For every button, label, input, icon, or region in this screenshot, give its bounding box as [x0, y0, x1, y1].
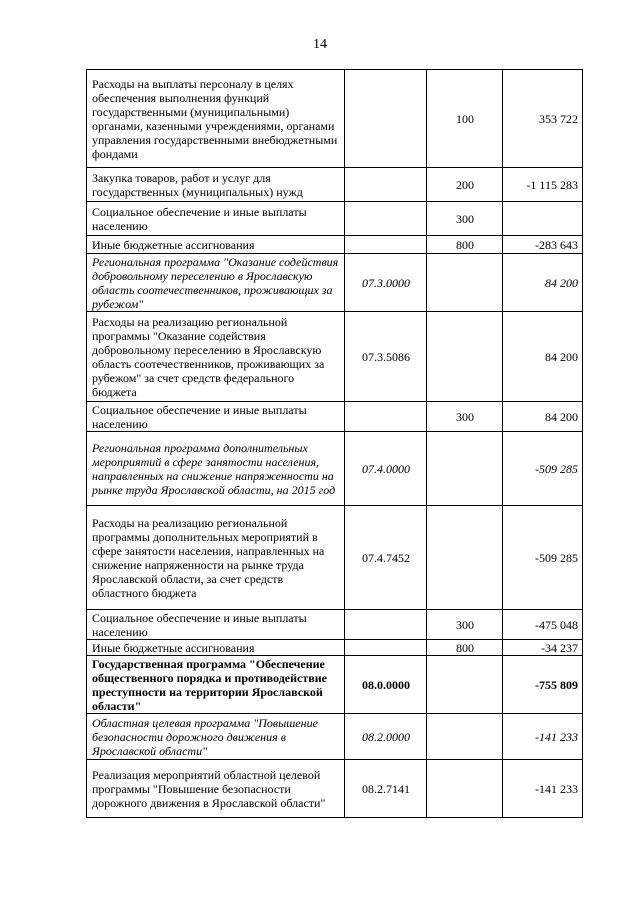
row-name-cell: Расходы на выплаты персоналу в целях обеспечения выполнения функций государственными (муниципальными) органами, казенными учреждениями, органами управления государственными внебюджетными фондами	[87, 70, 345, 168]
row-name-cell: Расходы на реализацию региональной программы дополнительных мероприятий в сфере занятости населения, направленных на снижение напряженности на рынке труда Ярославской области, за счет средств областного бюджета	[87, 506, 345, 610]
budget-table	[86, 69, 583, 818]
row-code-cell: 07.4.0000	[345, 432, 427, 506]
table-row	[87, 168, 583, 202]
row-name-cell: Иные бюджетные ассигнования	[87, 236, 345, 254]
row-amount-cell: 353 722	[503, 70, 583, 168]
row-expense-type-cell	[427, 714, 503, 760]
row-amount-cell: -34 237	[503, 640, 583, 656]
row-expense-type-cell	[427, 312, 503, 402]
row-name-cell: Расходы на реализацию региональной программы "Оказание содействия добровольному переселению в Ярославскую область соотечественников, проживающих за рубежом" за счет средств федерального бюджета	[87, 312, 345, 402]
row-code-cell: 08.2.7141	[345, 760, 427, 818]
row-amount-cell: -283 643	[503, 236, 583, 254]
row-code-cell	[345, 202, 427, 236]
row-name-cell: Социальное обеспечение и иные выплаты населению	[87, 402, 345, 432]
row-amount-cell: -755 809	[503, 656, 583, 714]
row-expense-type-cell	[427, 656, 503, 714]
row-name-cell: Региональная программа "Оказание содействия добровольному переселению в Ярославскую область соотечественников, проживающих за рубежом"	[87, 254, 345, 312]
row-expense-type-cell: 800	[427, 236, 503, 254]
row-name-cell: Региональная программа дополнительных мероприятий в сфере занятости населения, направленных на снижение напряженности на рынке труда Ярославской области, на 2015 год	[87, 432, 345, 506]
row-name-cell: Реализация мероприятий областной целевой программы "Повышение безопасности дорожного движения в Ярославской области"	[87, 760, 345, 818]
row-amount-cell: -141 233	[503, 760, 583, 818]
row-name-cell: Закупка товаров, работ и услуг для государственных (муниципальных) нужд	[87, 168, 345, 202]
budget-table-body	[87, 70, 583, 818]
row-amount-cell: -1 115 283	[503, 168, 583, 202]
row-amount-cell: -475 048	[503, 610, 583, 640]
table-row	[87, 760, 583, 818]
row-code-cell	[345, 402, 427, 432]
table-row	[87, 70, 583, 168]
row-amount-cell	[503, 202, 583, 236]
row-code-cell	[345, 70, 427, 168]
row-code-cell: 07.3.5086	[345, 312, 427, 402]
row-code-cell	[345, 610, 427, 640]
row-expense-type-cell: 200	[427, 168, 503, 202]
row-expense-type-cell: 300	[427, 202, 503, 236]
table-row	[87, 432, 583, 506]
row-code-cell	[345, 168, 427, 202]
row-amount-cell: 84 200	[503, 254, 583, 312]
row-name-cell: Областная целевая программа "Повышение безопасности дорожного движения в Ярославской области"	[87, 714, 345, 760]
table-row	[87, 714, 583, 760]
row-amount-cell: -509 285	[503, 506, 583, 610]
table-row	[87, 236, 583, 254]
row-name-cell: Иные бюджетные ассигнования	[87, 640, 345, 656]
row-code-cell: 08.0.0000	[345, 656, 427, 714]
row-code-cell: 08.2.0000	[345, 714, 427, 760]
row-amount-cell: 84 200	[503, 402, 583, 432]
row-expense-type-cell: 800	[427, 640, 503, 656]
row-code-cell	[345, 640, 427, 656]
row-name-cell: Социальное обеспечение и иные выплаты населению	[87, 202, 345, 236]
table-row	[87, 312, 583, 402]
table-row	[87, 506, 583, 610]
row-amount-cell: -141 233	[503, 714, 583, 760]
row-amount-cell: -509 285	[503, 432, 583, 506]
row-expense-type-cell	[427, 432, 503, 506]
row-expense-type-cell: 100	[427, 70, 503, 168]
row-code-cell	[345, 236, 427, 254]
row-expense-type-cell	[427, 760, 503, 818]
row-expense-type-cell	[427, 254, 503, 312]
row-expense-type-cell	[427, 506, 503, 610]
row-expense-type-cell: 300	[427, 610, 503, 640]
table-row	[87, 610, 583, 640]
page-number: 14	[313, 37, 327, 52]
table-row	[87, 254, 583, 312]
row-code-cell: 07.3.0000	[345, 254, 427, 312]
row-expense-type-cell: 300	[427, 402, 503, 432]
table-row	[87, 402, 583, 432]
table-row	[87, 202, 583, 236]
table-row	[87, 656, 583, 714]
row-name-cell: Социальное обеспечение и иные выплаты населению	[87, 610, 345, 640]
row-code-cell: 07.4.7452	[345, 506, 427, 610]
row-name-cell: Государственная программа "Обеспечение общественного порядка и противодействие преступности на территории Ярославской области"	[87, 656, 345, 714]
row-amount-cell: 84 200	[503, 312, 583, 402]
table-row	[87, 640, 583, 656]
